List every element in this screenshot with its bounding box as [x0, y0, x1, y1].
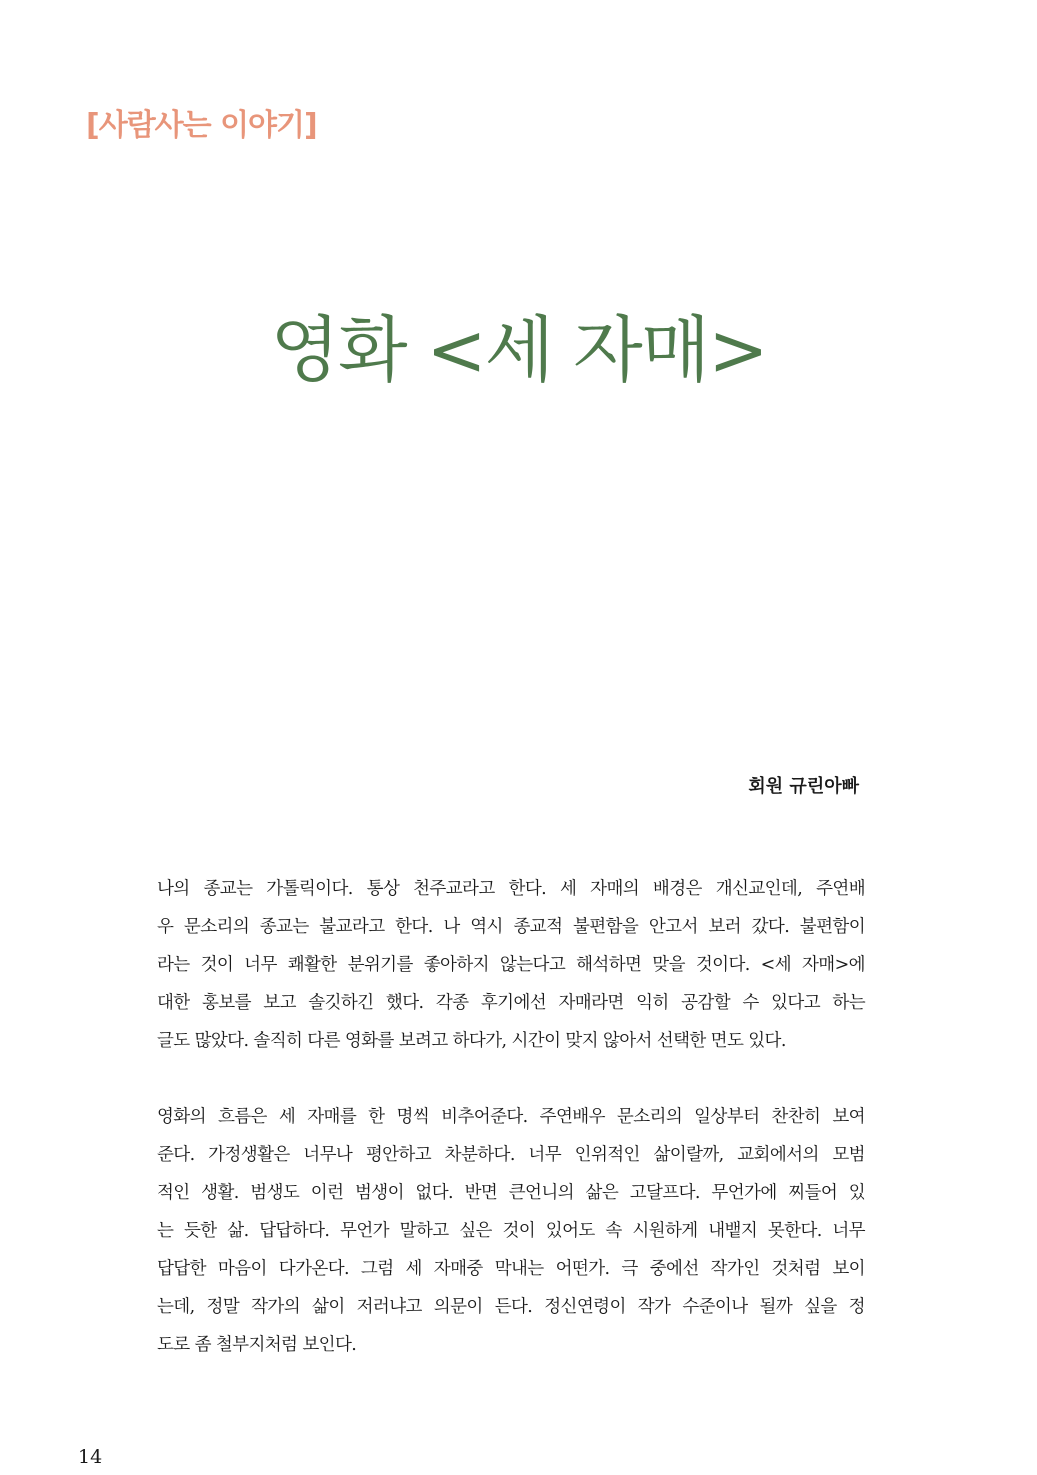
text-line: 는데, 정말 작가의 삶이 저러냐고 의문이 든다. 정신연령이 작가 수준이나 될까 싶을 정 — [157, 1297, 865, 1317]
article-paragraph-2 — [157, 1098, 865, 1364]
page-number: 14 — [78, 1446, 103, 1468]
text-line: 답답한 마음이 다가온다. 그럼 세 자매중 막내는 어떤가. 극 중에선 작가인 것처럼 보이 — [157, 1259, 865, 1279]
section-category: [사람사는 이야기] — [86, 108, 317, 143]
text-line: 도로 좀 철부지처럼 보인다. — [157, 1335, 357, 1355]
text-line: 라는 것이 너무 쾌활한 분위기를 좋아하지 않는다고 해석하면 맞을 것이다. <세 자매>에 — [157, 955, 865, 975]
article-paragraph-1 — [157, 870, 865, 1060]
text-line: 대한 홍보를 보고 솔깃하긴 했다. 각종 후기에선 자매라면 익히 공감할 수 있다고 하는 — [157, 993, 865, 1013]
text-line: 는 듯한 삶. 답답하다. 무언가 말하고 싶은 것이 있어도 속 시원하게 내뱉지 못한다. 너무 — [157, 1221, 865, 1241]
text-line: 우 문소리의 종교는 불교라고 한다. 나 역시 종교적 불편함을 안고서 보러 갔다. 불편함이 — [157, 917, 865, 937]
text-line: 적인 생활. 범생도 이런 범생이 없다. 반면 큰언니의 삶은 고달프다. 무언가에 찌들어 있 — [157, 1183, 865, 1203]
article-title: 영화 <세 자매> — [270, 308, 767, 392]
text-line: 준다. 가정생활은 너무나 평안하고 차분하다. 너무 인위적인 삶이랄까, 교회에서의 모범 — [157, 1145, 865, 1165]
text-line: 영화의 흐름은 세 자매를 한 명씩 비추어준다. 주연배우 문소리의 일상부터 찬찬히 보여 — [157, 1107, 865, 1127]
text-line: 나의 종교는 가톨릭이다. 통상 천주교라고 한다. 세 자매의 배경은 개신교인데, 주연배 — [157, 879, 865, 899]
article-author: 회원 규린아빠 — [748, 776, 859, 797]
text-line: 글도 많았다. 솔직히 다른 영화를 보려고 하다가, 시간이 맞지 않아서 선택한 면도 있다. — [157, 1031, 786, 1051]
